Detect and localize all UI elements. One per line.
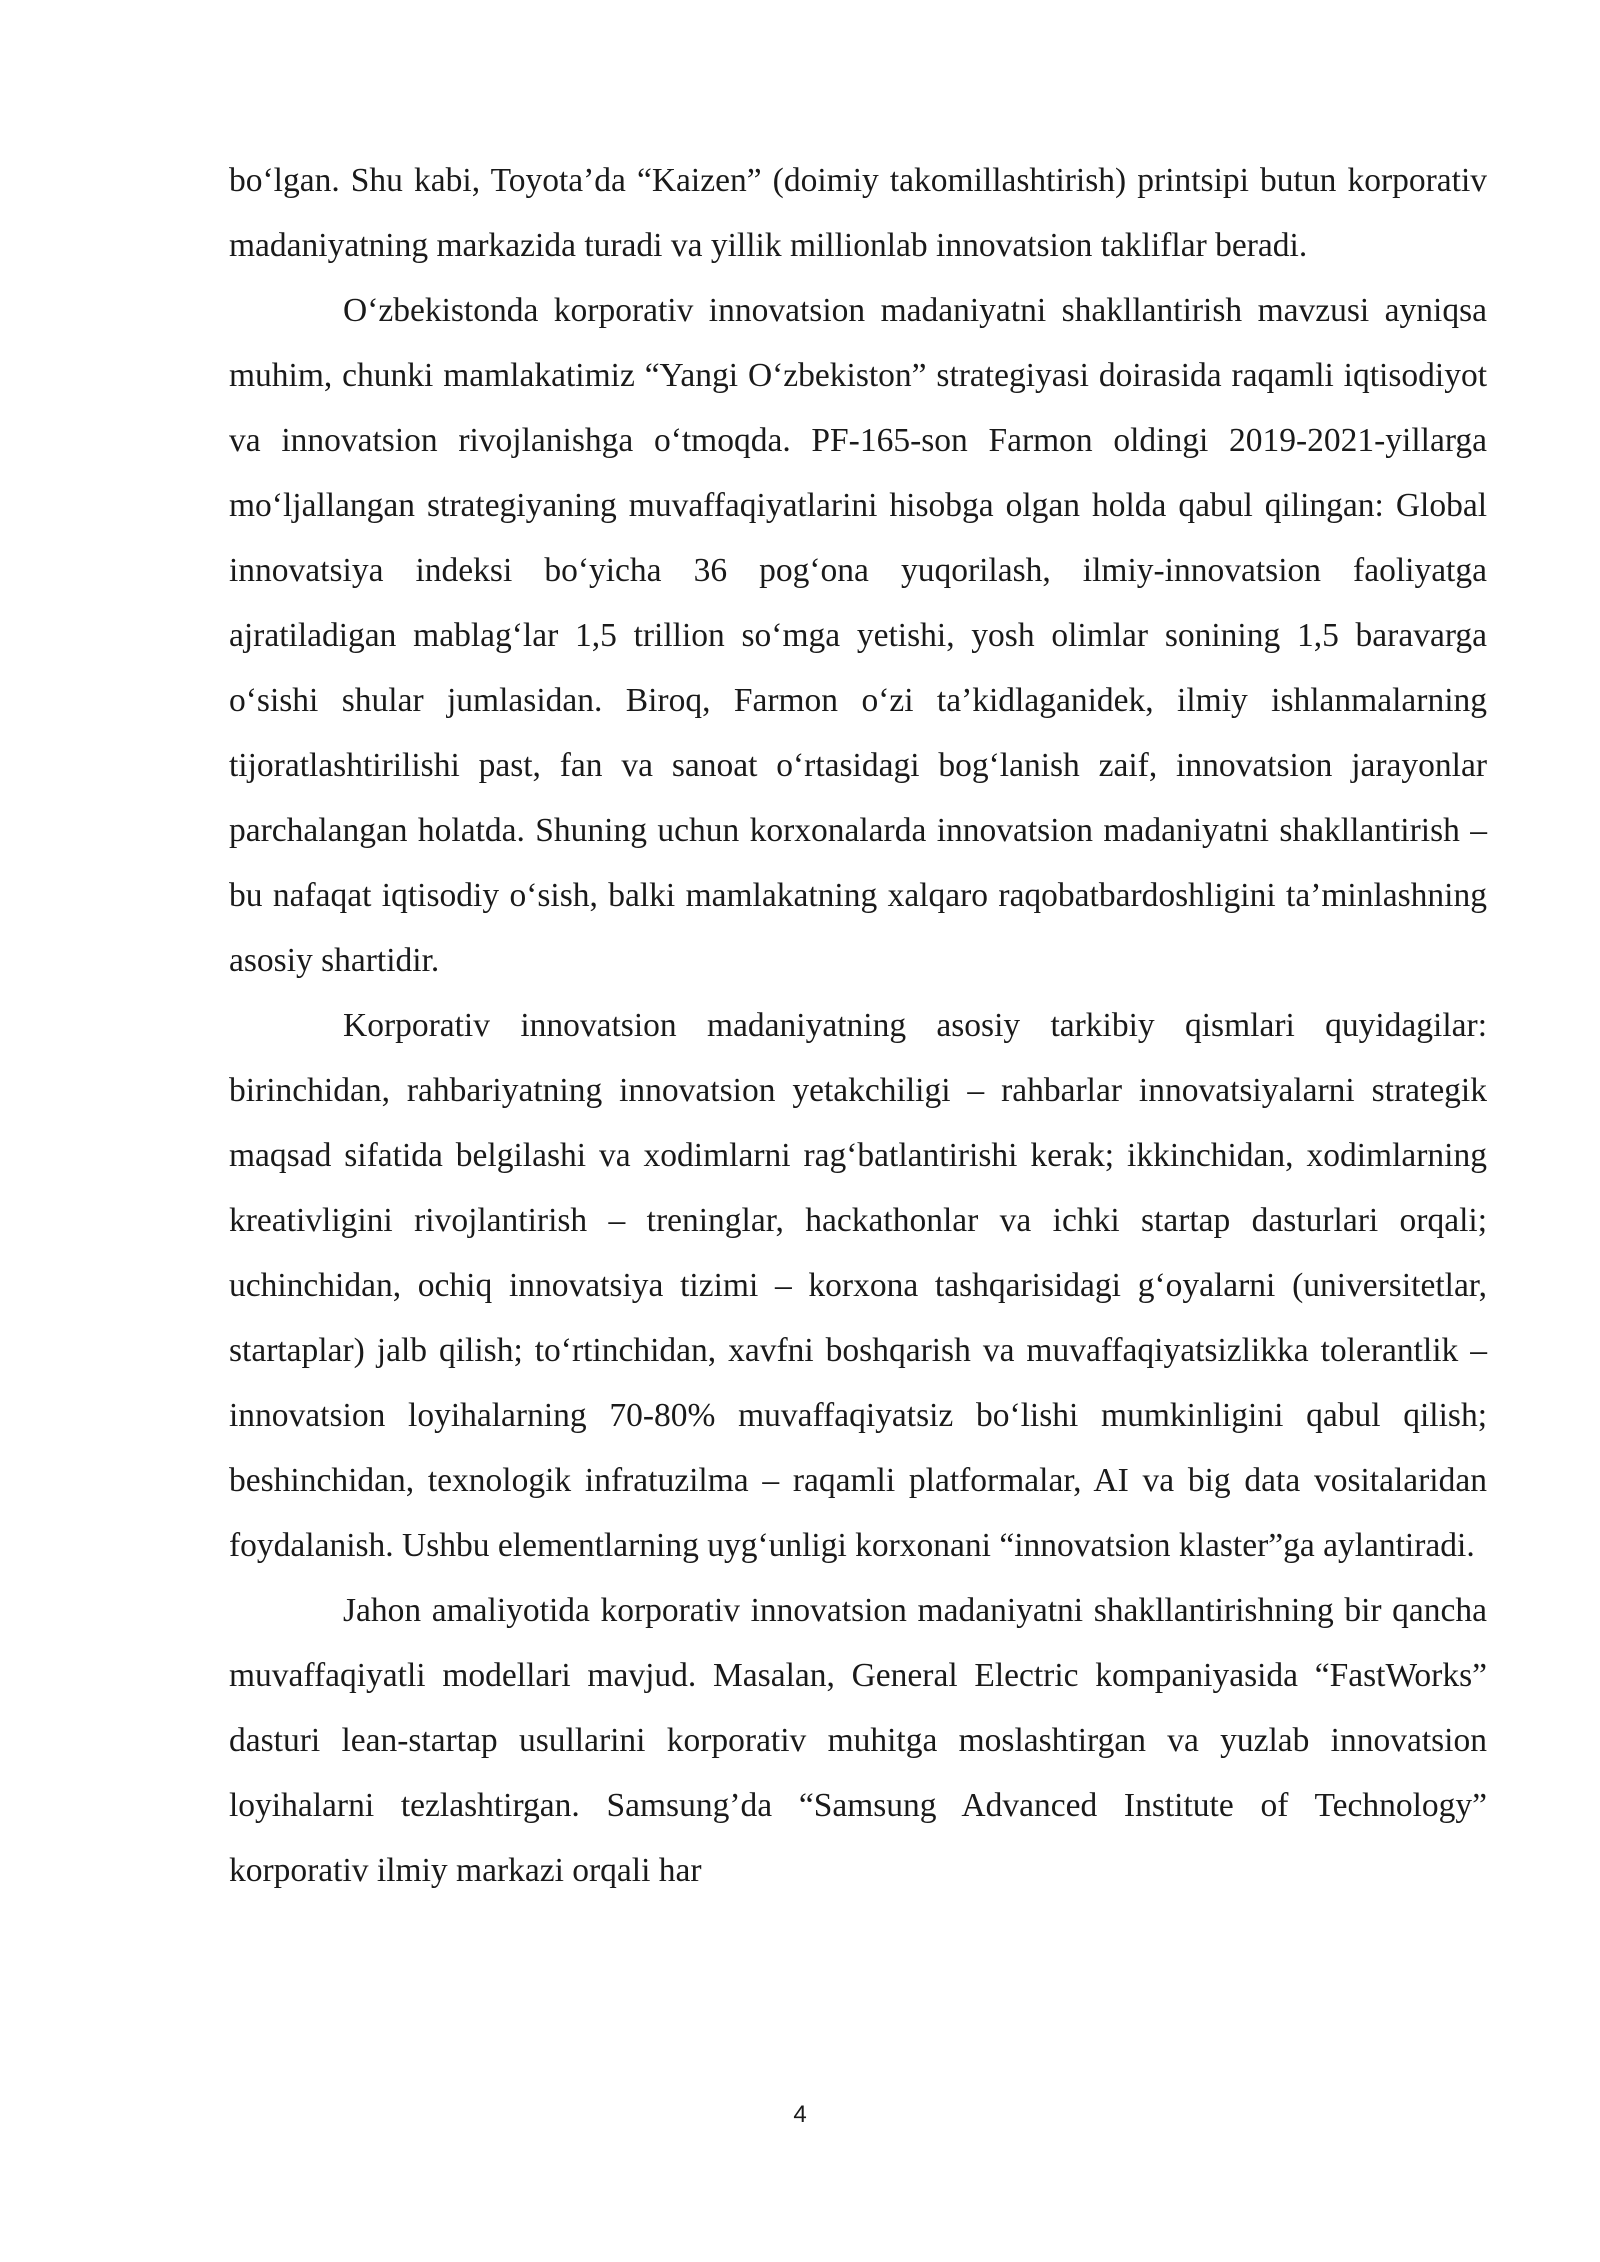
- paragraph-continuation: bo‘lgan. Shu kabi, Toyota’da “Kaizen” (doimiy takomillashtirish) printsipi butun korporativ madaniyatning markazida turadi va yillik millionlab innovatsion takliflar beradi.: [229, 162, 1487, 264]
- paragraph-uzbekistan-innovation: O‘zbekistonda korporativ innovatsion madaniyatni shakllantirish mavzusi ayniqsa muhim, chunki mamlakatimiz “Yangi O‘zbekiston” strategiyasi doirasida raqamli iqtisodiyot va innovatsion rivojlanishga o‘tmoqda. PF-165-son Farmon oldingi 2019-2021-yillarga mo‘ljallangan strategiyaning muvaffaqiyatlarini hisobga olgan holda qabul qilingan: Global innovatsiya indeksi bo‘yicha 36 pog‘ona yuqorilash, ilmiy-innovatsion faoliyatga ajratiladigan mablag‘lar 1,5 trillion so‘mga yetishi, yosh olimlar sonining 1,5 baravarga o‘sishi shular jumlasidan. Biroq, Farmon o‘zi ta’kidlaganidek, ilmiy ishlanmalarning tijoratlashtirilishi past, fan va sanoat o‘rtasidagi bog‘lanish zaif, innovatsion jarayonlar parchalangan holatda. Shuning uchun korxonalarda innovatsion madaniyatni shakllantirish – bu nafaqat iqtisodiy o‘sish, balki mamlakatning xalqaro raqobatbardoshligini ta’minlashning asosiy shartidir.: [229, 292, 1487, 979]
- page-number: 4: [793, 2101, 807, 2128]
- paragraph-world-practice: Jahon amaliyotida korporativ innovatsion madaniyatni shakllantirishning bir qancha muvaffaqiyatli modellari mavjud. Masalan, General Electric kompaniyasida “FastWorks” dasturi lean-startap usullarini korporativ muhitga moslashtirgan va yuzlab innovatsion loyihalarni tezlashtirgan. Samsung’da “Samsung Advanced Institute of Technology” korporativ ilmiy markazi orqali har: [229, 1592, 1487, 1889]
- paragraph-culture-components: Korporativ innovatsion madaniyatning asosiy tarkibiy qismlari quyidagilar: birinchidan, rahbariyatning innovatsion yetakchiligi – rahbarlar innovatsiyalarni strategik maqsad sifatida belgilashi va xodimlarni rag‘batlantirishi kerak; ikkinchidan, xodimlarning kreativligini rivojlantirish – treninglar, hackathonlar va ichki startap dasturlari orqali; uchinchidan, ochiq innovatsiya tizimi – korxona tashqarisidagi g‘oyalarni (universitetlar, startaplar) jalb qilish; to‘rtinchidan, xavfni boshqarish va muvaffaqiyatsizlikka tolerantlik – innovatsion loyihalarning 70-80% muvaffaqiyatsiz bo‘lishi mumkinligini qabul qilish; beshinchidan, texnologik infratuzilma – raqamli platformalar, AI va big data vositalaridan foydalanish. Ushbu elementlarning uyg‘unligi korxonani “innovatsion klaster”ga aylantiradi.: [229, 1007, 1487, 1564]
- body-text: [229, 148, 1487, 1903]
